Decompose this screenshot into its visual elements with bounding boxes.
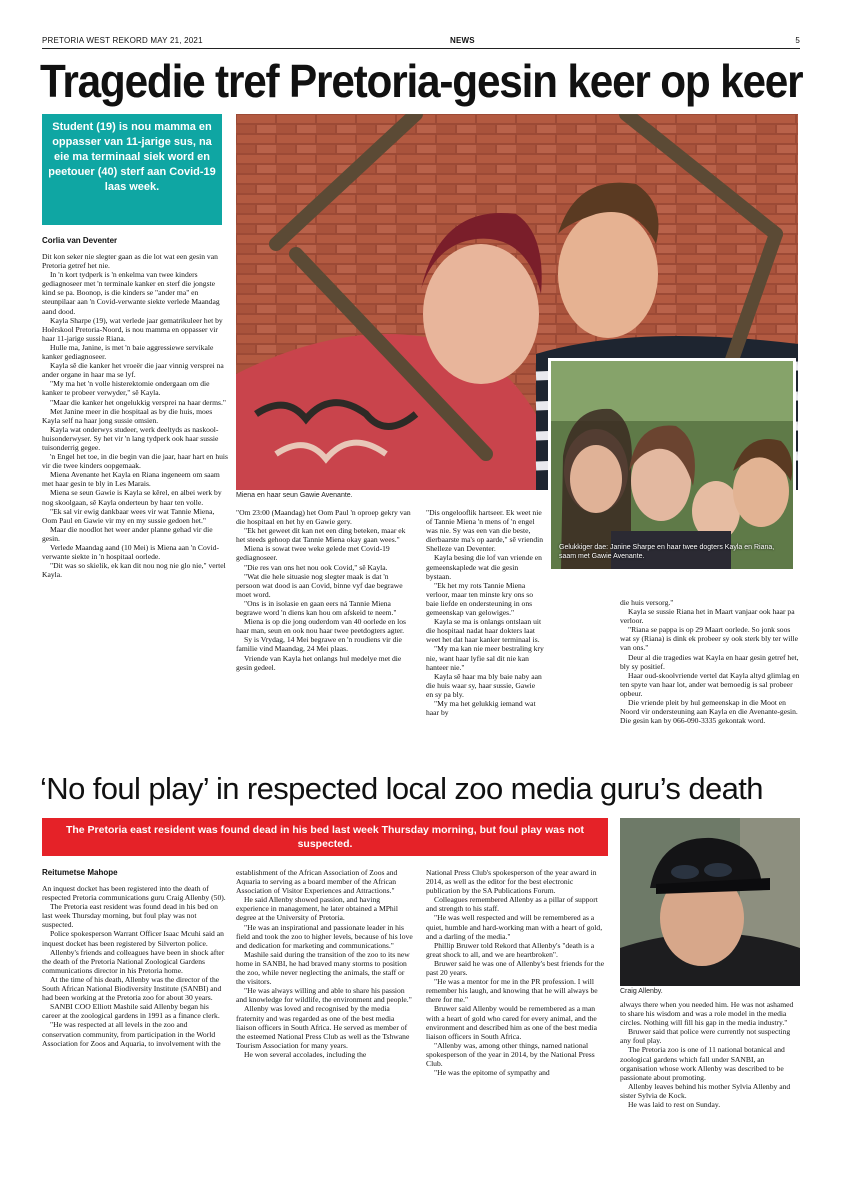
paragraph: Allenby was loved and recognised by the media fraternity and was regarded as one of the best media liaison officers in South Africa. He served as member of the esteemed National Press Club as well as the Tshwane Tourism Association for many years. bbox=[236, 1004, 410, 1050]
paragraph: Kayla se ma is onlangs ontslaan uit die hospitaal nadat haar dokters laat weet het dat haar kanker terminaal is. bbox=[426, 617, 542, 645]
paragraph: "My ma het 'n volle histerektomie ondergaan om die kanker te probeer verwyder," sê Kayla. bbox=[42, 379, 210, 398]
man-with-cap-illustration bbox=[620, 818, 800, 986]
paragraph: "Riana se pappa is op 29 Maart oorlede. So jonk soos wat sy (Riana) is dink ek probeer sy ook sterk bly ter wille van ons." bbox=[620, 625, 798, 653]
story1-column-2 bbox=[236, 508, 414, 768]
paragraph: die huis versorg." bbox=[620, 598, 674, 607]
paragraph: Met Janine meer in die hospitaal as by die huis, moes Kayla self na haar jong sussie omsien. bbox=[42, 406, 213, 425]
story1-byline: Corlia van Deventer bbox=[42, 236, 118, 245]
paragraph: The Pretoria zoo is one of 11 national botanical and zoological gardens which fall under SANBI, an organisation whose work Allenby was described to be passionate about promoting. bbox=[620, 1045, 785, 1082]
story2-column-1 bbox=[42, 884, 228, 1156]
paragraph: "Dit was so skielik, ek kan dit nou nog nie glo nie," vertel Kayla. bbox=[42, 561, 226, 580]
paragraph: "Ek het my rots Tannie Miena verloor, maar ten minste kry ons so baie liefde en ondersteuning in ons gemeenskap van gelowiges." bbox=[426, 580, 534, 618]
paragraph: Sy is Vrydag, 14 Mei begrawe en 'n roudiens vir die familie vind Maandag, 24 Mei plaas. bbox=[236, 635, 402, 654]
paragraph: "He was well respected and will be remembered as a quiet, humble and hard-working man with a heart of gold, and a darling of the media." bbox=[426, 913, 603, 941]
paragraph: Vriende van Kayla het onlangs hul medelye met die gesin gedeel. bbox=[236, 653, 402, 672]
paragraph: At the time of his death, Allenby was the director of the South African National Biodiversity Institute (SANBI) and had been working at the Pretoria zoo for about 30 years. bbox=[42, 974, 222, 1003]
paragraph: National Press Club's spokesperson of the year award in 2014, as well as the editor for the best electronic publication by the SA Publications Forum. bbox=[426, 868, 597, 896]
story1-headline: Tragedie tref Pretoria-gesin keer op keer bbox=[40, 55, 803, 107]
paragraph: Kayla Sharpe (19), wat verlede jaar gematrikuleer het by Hoërskool Pretoria-Noord, is nou mamma en oppasser vir haar 11-jarige sussie Riana. bbox=[42, 315, 223, 343]
paragraph: Bruwer said he was one of Allenby's best friends for the past 20 years. bbox=[426, 958, 605, 978]
paragraph: Kayla besing die lof van vriende en gemeenskaplede wat die gesin bystaan. bbox=[426, 553, 542, 581]
story1-teaser: Student (19) is nou mamma en oppasser van 11-jarige sus, na eie ma terminaal siek word en peetouer (40) sterf aan Covid-19 laas week. bbox=[42, 114, 222, 225]
paragraph: Miena se seun Gawie is Kayla se kêrel, en albei werk by nog skoolgaan, sê Kayla onderteun by haar ten volle. bbox=[42, 488, 222, 507]
paragraph: Miena is sowat twee weke gelede met Covid-19 gediagnoseer. bbox=[236, 544, 390, 563]
story2-headline: ‘No foul play’ in respected local zoo media guru’s death bbox=[40, 771, 763, 806]
paragraph: "Die res van ons het nou ook Covid," sê Kayla. bbox=[244, 562, 388, 572]
paragraph: "Maar die kanker het ongelukkig versprei na haar derms." bbox=[50, 397, 226, 407]
story2-photo-caption: Craig Allenby. bbox=[620, 988, 663, 995]
paragraph: Allenby leaves behind his mother Sylvia Allenby and sister Sylvia de Kock. bbox=[620, 1081, 791, 1100]
paragraph: "Wat die hele situasie nog slegter maak is dat 'n persoon wat dood is aan Covid, binne vyf dae begrawe moet word. bbox=[236, 571, 403, 599]
paragraph: He was laid to rest on Sunday. bbox=[628, 1100, 721, 1110]
paragraph: "He was the epitome of sympathy and bbox=[434, 1068, 550, 1078]
paragraph: "Allenby was, among other things, named national spokesperson of the year in 2014, by the National Press Club. bbox=[426, 1040, 595, 1068]
page-number: 5 bbox=[795, 36, 800, 45]
paragraph: Deur al die tragedies wat Kayla en haar gesin getref het, bly sy positief. bbox=[620, 652, 799, 671]
paragraph: He won several accolades, including the bbox=[244, 1049, 367, 1059]
paragraph: In 'n kort tydperk is 'n enkelma van twee kinders gediagnoseer met 'n terminale kanker en sterf die jongste kind se pa. Boonop, is die kinders se "ander ma" en steunpilaar aan 'n Covid-verwante siekte verlede Maandag aand dood. bbox=[42, 270, 220, 316]
paragraph: Die vriende pleit by hul gemeenskap in die Moot en Noord vir ondersteuning aan Kayla en die Avenante-gesin. Die gesin kan by 066-090-3335 gekontak word. bbox=[620, 698, 798, 726]
story1-inset-photo-caption: Gelukkiger dae: Janine Sharpe en haar twee dogters Kayla en Riana, saam met Gawie Avenante. bbox=[559, 544, 775, 560]
paragraph: The Pretoria east resident was found dead in his bed on last week Thursday morning, but foul play was not suspected. bbox=[42, 902, 218, 930]
paragraph: "He was respected at all levels in the zoo and conservation community, from participation in the World Association for Zoos and Aquaria, to involvement with the bbox=[42, 1020, 221, 1048]
paragraph: establishment of the African Association of Zoos and Aquaria to serving as a board member of the African Association of Visitor Experiences and Attractions." bbox=[236, 868, 398, 896]
paragraph: Bruwer said that police were currently not suspecting any foul play. bbox=[620, 1027, 791, 1046]
story1-column-4 bbox=[620, 598, 800, 768]
paragraph: An inquest docket has been registered into the death of respected Pretoria communications guru Craig Allenby (50). bbox=[42, 884, 226, 903]
header-divider bbox=[42, 48, 800, 49]
paragraph: "Ek het geweet dit kan net een ding beteken, maar ek het steeds gehoop dat Tannie Miena okay gaan wees." bbox=[236, 526, 406, 545]
story2-portrait-photo bbox=[620, 818, 800, 986]
paragraph: Haar oud-skoolvriende vertel dat Kayla altyd glimlag en ten spyte van haar lot, ander wat bemoedig is sal probeer opbeur. bbox=[620, 670, 800, 698]
paragraph: Phillip Bruwer told Rekord that Allenby's "death is a great shock to all, and we are heartbroken". bbox=[426, 940, 595, 959]
paragraph: He said Allenby showed passion, and having experience in management, he later obtained a MPhil degree at the University of Pretoria. bbox=[236, 895, 398, 923]
paragraph: "My ma het gelukkig iemand wat haar by bbox=[426, 698, 536, 718]
paragraph: Kayla wat onderwys studeer, werk deeltyds as naskool-huisonderwyser. Sy het vir 'n lang tydperk ook haar sussie tuisonderrig gegee. bbox=[42, 424, 219, 452]
paragraph: "He was an inspirational and passionate leader in his field and took the zoo to higher levels, because of his love and dedication for marketing and communications." bbox=[236, 922, 413, 950]
paragraph: "He was a mentor for me in the PR profession. I will remember his laugh, and knowing that he will always be there for me." bbox=[426, 977, 598, 1005]
paragraph: Kayla sê die kanker het vroeër die jaar vinnig versprei na ander organe in haar ma se lyf. bbox=[42, 361, 224, 380]
publication-date: PRETORIA WEST REKORD MAY 21, 2021 bbox=[42, 36, 203, 45]
paragraph: 'n Engel het toe, in die begin van die jaar, haar hart en huis vir die twee kinders oopgemaak. bbox=[42, 452, 228, 471]
paragraph: Allenby's friends and colleagues have been in shock after the death of the Pretoria National Zoological Gardens communications director in his Pretoria home. bbox=[42, 947, 225, 975]
paragraph: Colleagues remembered Allenby as a pillar of support and strength to his staff. bbox=[426, 895, 598, 914]
story1-column-3 bbox=[426, 508, 544, 766]
paragraph: Miena is op die jong ouderdom van 40 oorlede en los haar man, seun en ook nou haar twee peetdogters agter. bbox=[236, 617, 406, 636]
paragraph: "Om 23:00 (Maandag) het Oom Paul 'n oproep gekry van die hospitaal en het hy en Gawie gery. bbox=[236, 508, 411, 527]
family-selfie-illustration bbox=[551, 361, 793, 569]
paragraph: "Ons is in isolasie en gaan eers ná Tannie Miena begrawe word 'n diens kan hou om afskeid te neem." bbox=[236, 598, 397, 618]
paragraph: Hulle ma, Janine, is met 'n baie aggressiewe servikale kanker gediagnoseer. bbox=[42, 342, 214, 362]
paragraph: "Ek sal vir ewig dankbaar wees vir wat Tannie Miena, Oom Paul en Gawie vir my en my sussie gedoen het." bbox=[42, 506, 215, 525]
story2-column-2 bbox=[236, 868, 414, 1156]
paragraph: "My ma kan nie meer bestraling kry nie, want haar lyfie sal dit nie kan hanteer nie." bbox=[426, 644, 544, 672]
paragraph: always there when you needed him. He was not ashamed to share his wisdom and was a role model in the media circles. Nothing will fill his gap in the media industry." bbox=[620, 1000, 794, 1028]
paragraph: Miena Avenante het Kayla en Riana ingeneem om saam met haar gesin te bly in Les Marais. bbox=[42, 470, 220, 489]
paragraph: Dit kon seker nie slegter gaan as die lot wat een gesin van Pretoria getref het nie. bbox=[42, 252, 218, 271]
paragraph: Bruwer said Allenby would be remembered as a man with a heart of gold who cared for every animal, and the environment and described him as one of the best media liaison officers in South Africa. bbox=[426, 1004, 598, 1041]
paragraph: "He was always willing and able to share his passion and knowledge for wildlife, the environment and people." bbox=[236, 986, 412, 1005]
story2-standfirst: The Pretoria east resident was found dead in his bed last week Thursday morning, but foul play was not suspected. bbox=[42, 818, 608, 856]
paragraph: Kayla se sussie Riana het in Maart vanjaar ook haar pa verloor. bbox=[620, 607, 795, 626]
story1-main-photo-caption: Miena en haar seun Gawie Avenante. bbox=[236, 492, 353, 499]
paragraph: SANBI COO Elliott Mashile said Allenby began his career at the zoological gardens in 1991 as a finance clerk. bbox=[42, 1002, 220, 1021]
paragraph: Kayla sê haar ma bly baie naby aan die huis waar sy, haar sussie, Gawie en sy pa bly. bbox=[426, 671, 542, 699]
story2-column-4 bbox=[620, 1000, 800, 1156]
paragraph: Maar die noodlot het weer ander planne gehad vir die gesin. bbox=[42, 524, 213, 543]
story2-byline: Reitumetse Mahope bbox=[42, 868, 118, 877]
story2-column-3 bbox=[426, 868, 608, 1156]
section-label: NEWS bbox=[450, 36, 475, 45]
paragraph: Verlede Maandag aand (10 Mei) is Miena aan 'n Covid-verwante siekte in 'n hospitaal oorlede. bbox=[42, 543, 220, 562]
story1-column-1 bbox=[42, 252, 228, 767]
paragraph: Police spokesperson Warrant Officer Isaac Mcuhi said an inquest docket has been registered by Silverton police. bbox=[42, 929, 224, 948]
paragraph: "Dis ongelooflik hartseer. Ek weet nie of Tannie Miena 'n mens of 'n engel was nie. Sy was een van die beste, dierbaarste ma's op aarde," sê vriendin Shelleze van Deventer. bbox=[426, 508, 544, 554]
paragraph: Mashile said during the transition of the zoo to its new home in SANBI, he had braved many storms to position the zoo, while never neglecting the animals, the staff or the visitors. bbox=[236, 949, 410, 987]
story1-inset-photo bbox=[548, 358, 796, 572]
page-header bbox=[42, 34, 800, 48]
